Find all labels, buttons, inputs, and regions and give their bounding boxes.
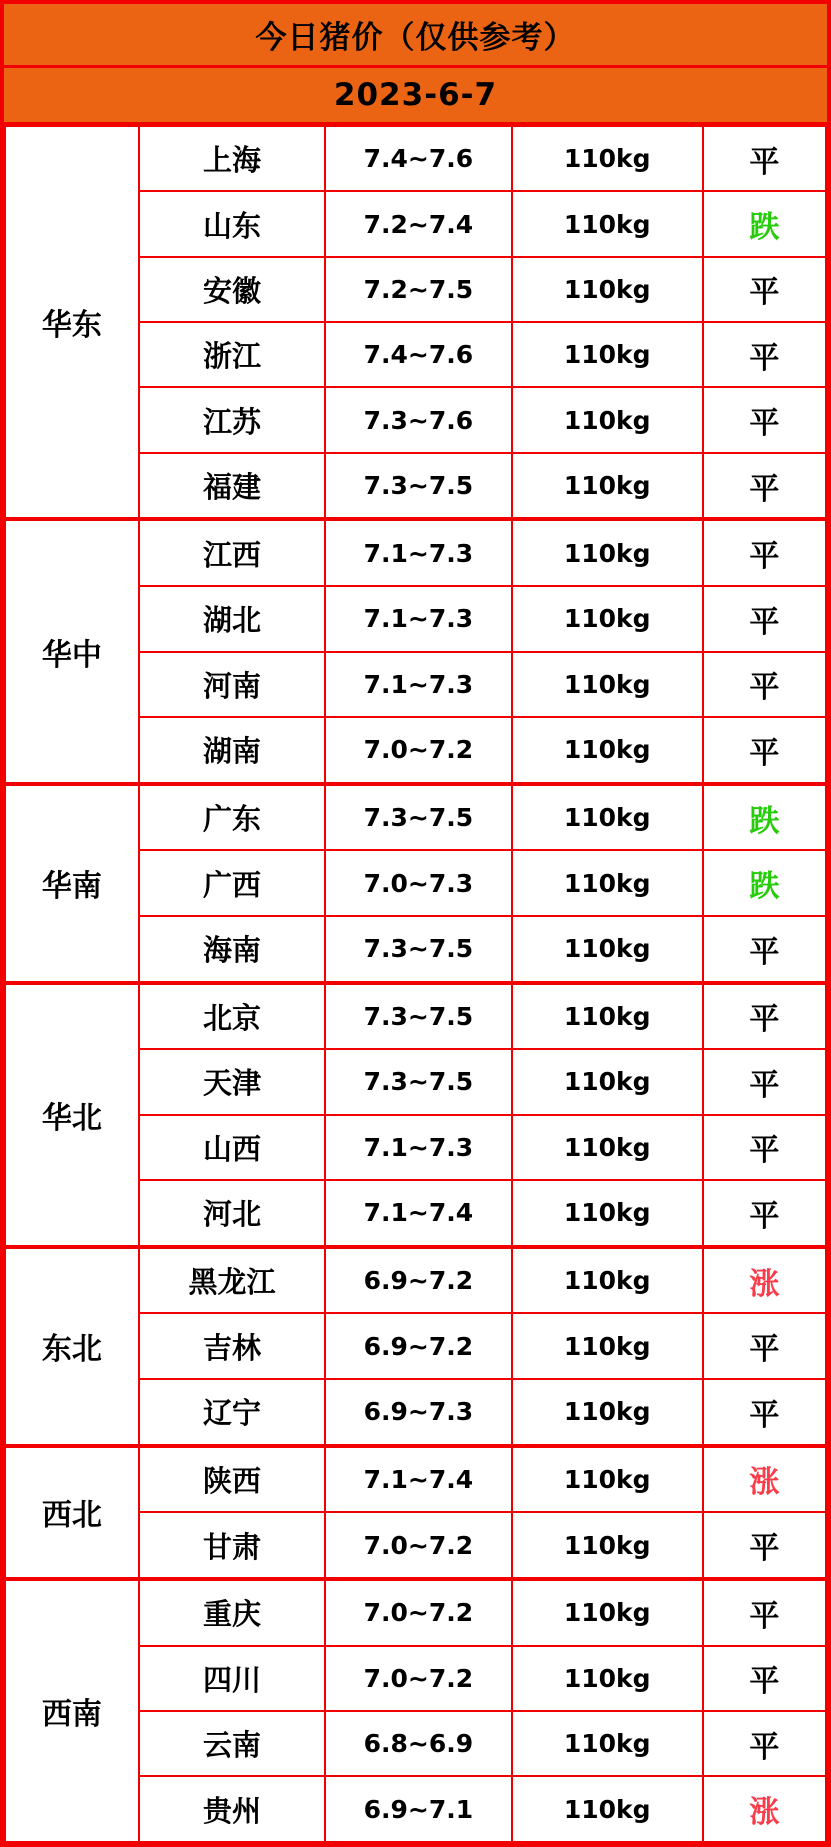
table-row bbox=[5, 784, 826, 851]
province-cell: 福建 bbox=[139, 453, 325, 520]
province-cell: 海南 bbox=[139, 916, 325, 983]
price-cell: 7.3~7.5 bbox=[325, 983, 511, 1050]
status-cell: 平 bbox=[703, 1115, 826, 1180]
price-cell: 6.9~7.2 bbox=[325, 1313, 511, 1378]
status-cell: 跌 bbox=[703, 784, 826, 851]
weight-cell: 110kg bbox=[512, 453, 703, 520]
region-cell: 华中 bbox=[5, 519, 139, 783]
weight-cell: 110kg bbox=[512, 717, 703, 784]
status-cell: 平 bbox=[703, 1711, 826, 1776]
price-cell: 7.0~7.2 bbox=[325, 1646, 511, 1711]
region-cell: 东北 bbox=[5, 1247, 139, 1446]
status-cell: 平 bbox=[703, 126, 826, 191]
weight-cell: 110kg bbox=[512, 1776, 703, 1842]
status-cell: 平 bbox=[703, 453, 826, 520]
weight-cell: 110kg bbox=[512, 784, 703, 851]
table-row bbox=[5, 519, 826, 586]
province-cell: 江西 bbox=[139, 519, 325, 586]
province-cell: 陕西 bbox=[139, 1446, 325, 1513]
status-cell: 平 bbox=[703, 1180, 826, 1247]
province-cell: 吉林 bbox=[139, 1313, 325, 1378]
weight-cell: 110kg bbox=[512, 1579, 703, 1646]
price-cell: 7.3~7.5 bbox=[325, 453, 511, 520]
status-cell: 平 bbox=[703, 717, 826, 784]
status-cell: 平 bbox=[703, 1313, 826, 1378]
price-cell: 7.3~7.5 bbox=[325, 1049, 511, 1114]
weight-cell: 110kg bbox=[512, 1180, 703, 1247]
price-cell: 7.0~7.2 bbox=[325, 1512, 511, 1579]
price-cell: 7.3~7.5 bbox=[325, 916, 511, 983]
province-cell: 天津 bbox=[139, 1049, 325, 1114]
weight-cell: 110kg bbox=[512, 1049, 703, 1114]
price-cell: 6.9~7.3 bbox=[325, 1379, 511, 1446]
table-row bbox=[5, 126, 826, 191]
status-cell: 平 bbox=[703, 983, 826, 1050]
weight-cell: 110kg bbox=[512, 586, 703, 651]
price-table bbox=[4, 125, 827, 1843]
price-cell: 7.4~7.6 bbox=[325, 322, 511, 387]
status-cell: 平 bbox=[703, 519, 826, 586]
status-cell: 平 bbox=[703, 1579, 826, 1646]
status-cell: 平 bbox=[703, 1512, 826, 1579]
status-cell: 平 bbox=[703, 1379, 826, 1446]
price-cell: 7.1~7.4 bbox=[325, 1180, 511, 1247]
province-cell: 浙江 bbox=[139, 322, 325, 387]
table-row bbox=[5, 1579, 826, 1646]
weight-cell: 110kg bbox=[512, 257, 703, 322]
weight-cell: 110kg bbox=[512, 387, 703, 452]
status-cell: 平 bbox=[703, 257, 826, 322]
weight-cell: 110kg bbox=[512, 322, 703, 387]
province-cell: 广西 bbox=[139, 850, 325, 915]
date-label: 2023-6-7 bbox=[4, 68, 827, 125]
region-cell: 华东 bbox=[5, 126, 139, 519]
price-cell: 6.8~6.9 bbox=[325, 1711, 511, 1776]
status-cell: 平 bbox=[703, 586, 826, 651]
province-cell: 河北 bbox=[139, 1180, 325, 1247]
price-cell: 7.2~7.5 bbox=[325, 257, 511, 322]
price-cell: 7.1~7.3 bbox=[325, 652, 511, 717]
status-cell: 跌 bbox=[703, 191, 826, 256]
table-row bbox=[5, 983, 826, 1050]
price-cell: 7.4~7.6 bbox=[325, 126, 511, 191]
price-cell: 7.0~7.2 bbox=[325, 717, 511, 784]
price-cell: 6.9~7.1 bbox=[325, 1776, 511, 1842]
status-cell: 平 bbox=[703, 652, 826, 717]
weight-cell: 110kg bbox=[512, 983, 703, 1050]
price-cell: 7.2~7.4 bbox=[325, 191, 511, 256]
province-cell: 上海 bbox=[139, 126, 325, 191]
region-cell: 华南 bbox=[5, 784, 139, 983]
province-cell: 云南 bbox=[139, 1711, 325, 1776]
province-cell: 江苏 bbox=[139, 387, 325, 452]
province-cell: 四川 bbox=[139, 1646, 325, 1711]
status-cell: 涨 bbox=[703, 1776, 826, 1842]
price-cell: 6.9~7.2 bbox=[325, 1247, 511, 1314]
price-table-body bbox=[5, 126, 826, 1842]
weight-cell: 110kg bbox=[512, 1115, 703, 1180]
province-cell: 贵州 bbox=[139, 1776, 325, 1842]
price-cell: 7.0~7.3 bbox=[325, 850, 511, 915]
province-cell: 山西 bbox=[139, 1115, 325, 1180]
weight-cell: 110kg bbox=[512, 1646, 703, 1711]
weight-cell: 110kg bbox=[512, 191, 703, 256]
province-cell: 河南 bbox=[139, 652, 325, 717]
status-cell: 平 bbox=[703, 322, 826, 387]
status-cell: 平 bbox=[703, 387, 826, 452]
province-cell: 安徽 bbox=[139, 257, 325, 322]
province-cell: 广东 bbox=[139, 784, 325, 851]
weight-cell: 110kg bbox=[512, 519, 703, 586]
weight-cell: 110kg bbox=[512, 126, 703, 191]
province-cell: 湖北 bbox=[139, 586, 325, 651]
region-cell: 华北 bbox=[5, 983, 139, 1247]
status-cell: 涨 bbox=[703, 1446, 826, 1513]
weight-cell: 110kg bbox=[512, 1446, 703, 1513]
table-row bbox=[5, 1247, 826, 1314]
weight-cell: 110kg bbox=[512, 1313, 703, 1378]
price-cell: 7.1~7.3 bbox=[325, 586, 511, 651]
status-cell: 涨 bbox=[703, 1247, 826, 1314]
weight-cell: 110kg bbox=[512, 916, 703, 983]
status-cell: 平 bbox=[703, 1049, 826, 1114]
price-cell: 7.0~7.2 bbox=[325, 1579, 511, 1646]
table-row bbox=[5, 1446, 826, 1513]
province-cell: 北京 bbox=[139, 983, 325, 1050]
weight-cell: 110kg bbox=[512, 1512, 703, 1579]
province-cell: 辽宁 bbox=[139, 1379, 325, 1446]
weight-cell: 110kg bbox=[512, 652, 703, 717]
region-cell: 西北 bbox=[5, 1446, 139, 1580]
price-cell: 7.1~7.3 bbox=[325, 1115, 511, 1180]
weight-cell: 110kg bbox=[512, 1379, 703, 1446]
weight-cell: 110kg bbox=[512, 1711, 703, 1776]
status-cell: 平 bbox=[703, 1646, 826, 1711]
price-cell: 7.1~7.4 bbox=[325, 1446, 511, 1513]
province-cell: 黑龙江 bbox=[139, 1247, 325, 1314]
region-cell: 西南 bbox=[5, 1579, 139, 1842]
weight-cell: 110kg bbox=[512, 1247, 703, 1314]
price-cell: 7.3~7.5 bbox=[325, 784, 511, 851]
status-cell: 平 bbox=[703, 916, 826, 983]
weight-cell: 110kg bbox=[512, 850, 703, 915]
status-cell: 跌 bbox=[703, 850, 826, 915]
province-cell: 重庆 bbox=[139, 1579, 325, 1646]
price-cell: 7.3~7.6 bbox=[325, 387, 511, 452]
province-cell: 甘肃 bbox=[139, 1512, 325, 1579]
price-cell: 7.1~7.3 bbox=[325, 519, 511, 586]
page-title: 今日猪价（仅供参考） bbox=[4, 4, 827, 68]
province-cell: 山东 bbox=[139, 191, 325, 256]
province-cell: 湖南 bbox=[139, 717, 325, 784]
